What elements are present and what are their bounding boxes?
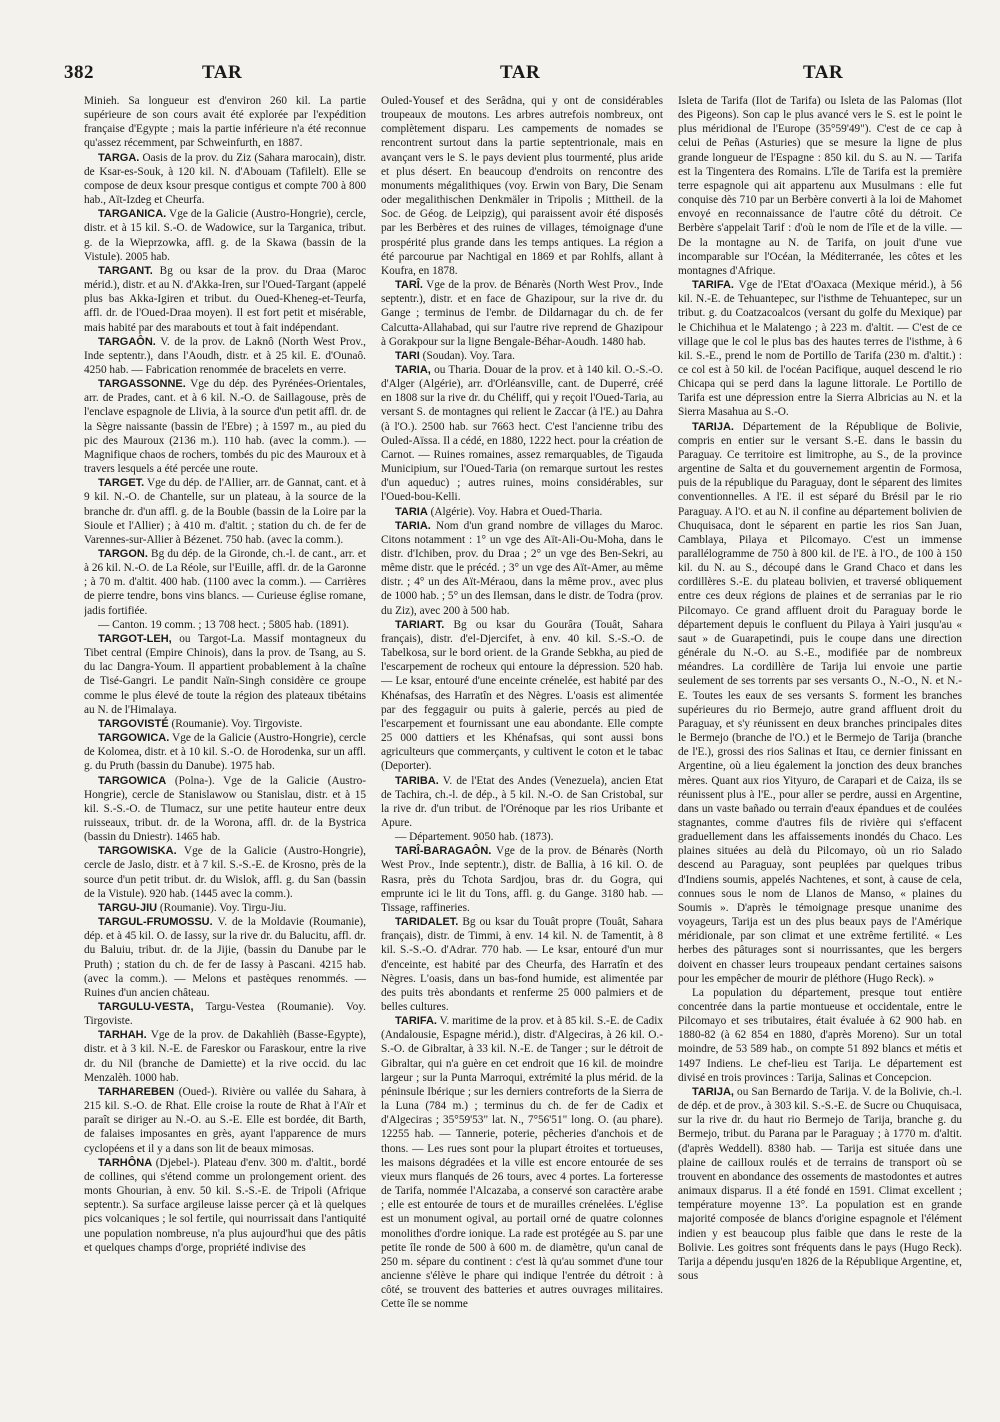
dictionary-entry (381, 1014, 663, 1311)
entry-headword: TARI (395, 349, 420, 362)
dictionary-entry (84, 731, 366, 773)
entry-text: Bg ou ksar de la prov. du Draa (Maroc mérid.), distr. et au N. d'Akka-Iren, sur l'Oued-Targant (appelé plus bas Akka-Igiren et tribut. du Oued-Kheneg-et-Teurfa, affl. dr. de l'Oued-Draa moyen). Il est fort petit et misérable, mais habité par des marabouts et tout à fait indépendant. (84, 264, 366, 334)
entry-headword: TARGANICA. (98, 208, 167, 221)
entry-headword: TARIA (395, 505, 428, 518)
dictionary-entry (381, 519, 663, 618)
entry-headword: TARIFA. (692, 279, 734, 292)
entry-headword: TARHAREBEN (98, 1085, 175, 1098)
dictionary-entry (381, 774, 663, 831)
running-head-center: TAR (500, 62, 541, 83)
entry-text: ou Tharia. Douar de la prov. et à 140 kil. O.-S.-O. d'Alger (Algérie), arr. d'Orléansville, cant. de Duperré, créé en 1808 sur la rive dr. du Chéliff, qui y reçoit l'Oued-Taria, au versant S. de montagnes qui relient le Zaccar (à l'E.) au Dahra (à l'O.). 2500 hab. sur 7663 hect. C'est l'ancienne tribu des Ouled-Aïssa. Il a cédé, en 1880, 1222 hect. pour la création de Carnot. — Ruines romaines, assez remarquables, de Tigauda Municipium, sur l'Oued-Taria (on remarque surtout les restes d'un aqueduc) ; autres ruines, moins considérables, sur l'Oued-bou-Kelli. (381, 363, 663, 504)
entry-text: Vge du dép. des Pyrénées-Orientales, arr. de Prades, cant. et à 6 kil. N.-O. de Saillagouse, près de l'enclave espagnole de Llivia, à la source d'un petit affl. dr. de la Sègre naissante (bassin de l'Ebre) ; à 1597 m., au pied du pic des Mauroux (2136 m.). 110 hab. (avec la comm.). — Magnifique chaos de rochers, tombés du pic des Mauroux et à travers lesquels a été percée une route. (84, 378, 366, 476)
dictionary-entry (84, 335, 366, 377)
entry-headword: TARIART. (395, 618, 445, 631)
entry-text: Minieh. Sa longueur est d'environ 260 kil. La partie supérieure de son cours avait été explorée par l'expédition française d'Egypte ; mais la partie inférieure n'a été reconnue qu'assez récemment, par Schweinfurth, en 1887. (84, 95, 366, 150)
dictionary-entry (84, 151, 366, 208)
entry-headword: TARHAH. (98, 1029, 147, 1042)
entry-headword: TARGASSONNE. (98, 378, 186, 391)
entry-text: Vge de la prov. de Bénarès (North West Prov., Inde septentr.), distr. et en face de Ghazipour, sur la rive dr. du Gange ; terminus de l'embr. de Dildarnagar du ch. de fer Calcutta-Allahabad, qui sur l'autre rive reprend de Ghazipour à Gorakpour sur la ligne Bengale-Béhar-Aoudh. 1480 hab. (381, 279, 663, 348)
entry-text: Vge de la Galicie (Austro-Hongrie), cercle de Jaslo, distr. et à 7 kil. S.-S.-E. de Krosno, près de la source d'un petit tribut. dr. du Wislok, affl. g. du San (bassin de la Vistule). 920 hab. (1445 avec la comm.). (84, 845, 366, 900)
entry-headword: TARGULU-VESTA, (98, 1001, 194, 1013)
dictionary-entry (84, 1000, 366, 1028)
entry-headword: TARHÔNA (98, 1156, 153, 1169)
dictionary-entry (84, 717, 366, 731)
text-column-1 (84, 94, 366, 1410)
entry-headword: TARIBA. (395, 774, 439, 787)
entry-headword: TARIA, (395, 363, 431, 376)
entry-headword: TARGOT-LEH, (98, 632, 172, 645)
entry-headword: TARIJA, (692, 1085, 734, 1098)
entry-headword: TARGAÔN. (98, 335, 156, 348)
entry-headword: TARGOVISTÉ (98, 717, 169, 730)
entry-text: (Roumanie). Voy. Tirgu-Jiu. (157, 901, 287, 914)
entry-text: V. de l'Etat des Andes (Venezuela), ancien Etat de Tachira, ch.-l. de dép., à 5 kil. N.-O. de San Cristobal, sur la rive dr. d'un tribut. de l'Orénoque par les rios Uribante et Apure. (381, 774, 663, 829)
entry-text: V. maritime de la prov. et à 85 kil. S.-E. de Cadix (Andalousie, Espagne mérid.), distr. d'Algeciras, à 26 kil. O.-S.-O. de Gibraltar, à 33 kil. N.-E. de Tanger ; sur le détroit de Gibraltar, qui n'a guère en cet endroit que 16 kil. de moindre largeur ; sur la Punta Marroqui, extrémité la plus mérid. de la péninsule Ibérique ; sur les derniers contreforts de la Sierra de la Luna (784 m.) ; terminus du ch. de fer de Cadix et d'Algeciras ; 35°59'53" lat. N., 7°56'51" long. O. (au phare). 12255 hab. — Tannerie, poterie, pêcheries d'anchois et de thons. — Les rues sont pour la plupart étroites et tortueuses, les maisons dégradées et la ville est encore entourée de ses vieux murs flanqués de 26 tours, avec 4 portes. La forteresse de Tarifa, nommée l'Alcazaba, a conservé son caractère arabe ; elle est entourée de tours et de murailles crénelées. L'église est un monument ogival, au portail orné de quatre colonnes monolithes d'ordre ionique. La rade est protégée au S. par une petite île ronde de 500 à 600 m. de diamètre, qu'un canal de 250 m. sépare du continent : c'est là qu'au sommet d'une tour ancienne s'élève le phare qui indique l'entrée du détroit : à côté, se trouvent des batteries et autres ouvrages militaires. Cette île se nomme (381, 1015, 663, 1311)
entry-text: Bg ou ksar du Touât propre (Touât, Sahara français), distr. de Timmi, à env. 14 kil. N. de Tamentit, à 8 kil. S.-S.-O. d'Adrar. 770 hab. — Le ksar, entouré d'un mur d'enceinte, est habité par des Cheurfa, des Harratîn et des Nègres. L'oasis, dans un bas-fond humide, est alimentée par des puits très abondants et renferme 25 000 palmiers et de belles cultures. (381, 916, 663, 1013)
entry-text: Bg du dép. de la Gironde, ch.-l. de cant., arr. et à 26 kil. N.-O. de La Réole, sur l'Euille, affl. dr. de la Garonne ; à 70 m. d'altit. 400 hab. (1100 avec la comm.). — Carrières de pierre tendre, bons vins blancs. — Curieuse église romane, jadis fortifiée. (84, 548, 366, 617)
entry-headword: TARGET. (98, 477, 145, 490)
text-column-2 (381, 94, 663, 1410)
dictionary-entry (678, 94, 962, 278)
dictionary-entry (84, 207, 366, 264)
dictionary-entry (84, 844, 366, 901)
dictionary-entry (84, 377, 366, 476)
dictionary-entry (84, 476, 366, 547)
dictionary-entry (381, 844, 663, 915)
dictionary-entry (381, 830, 663, 844)
entry-text: Nom d'un grand nombre de villages du Maroc. Citons notamment : 1° un vge des Aït-Ali-Ou-Moha, dans le distr. d'Ichiben, prov. du Draa ; 2° un vge des Ben-Sekri, au même distr. que le précéd. ; 3° un vge des Aït-Amer, au même distr. ; 4° un des Aït-Méraou, dans la même prov., avec plus de 1000 hab. ; 5° un des Ilemsan, dans le distr. de Todra (prov. du Ziz), avec 200 à 500 hab. (381, 519, 663, 617)
entry-headword: TARIFA. (395, 1015, 437, 1028)
entry-headword: TARÎ-BARAGAÔN. (395, 845, 492, 858)
dictionary-entry (84, 901, 366, 915)
entry-text: V. de la Moldavie (Roumanie), dép. et à 45 kil. O. de Iassy, sur la rive dr. du Balucitu, affl. dr. du Baluiu, tribut. dr. de la Jijie, (bassin du Danube par le Pruth) ; station du ch. de fer de Iassy à Pascani. 4215 hab. (avec la comm.). — Melons et pastèques renommés. — Ruines d'un ancien château. (84, 916, 366, 999)
entry-text: Isleta de Tarifa (Ilot de Tarifa) ou Isleta de las Palomas (Ilot des Pigeons). Son cap le plus avancé vers le S. est le point le plus méridional de l'Europe (35°59'49"). C'est de ce cap à celui de Peñas (Asturies) que se mesure la ligne de plus grande longueur de l'Espagne : 850 kil. du S. au N. — Tarifa est la Tingentera des Romains. L'île de Tarifa est la première terre espagnole qui ait appartenu aux Musulmans : elle fut conquise dès 710 par un Berbère converti à la loi de Mahomet envoyé en reconnaissance de l'autre côté du détroit. Ce Berbère s'appelait Tarif : d'où le nom de l'île et de la ville. — De la montagne au N. de Tarifa, on jouit d'une vue incomparable sur l'Océan, la Méditerranée, les côtes et les montagnes d'Afrique. (678, 95, 962, 277)
dictionary-entry (381, 363, 663, 505)
dictionary-entry (84, 264, 366, 335)
entry-text: (Algérie). Voy. Habra et Oued-Tharia. (427, 505, 603, 518)
dictionary-entry (678, 420, 962, 986)
entry-text: Vge de la prov. de Bénarès (North West Prov., Inde septentr.), distr. de Ballia, à 16 kil. O. de Rasra, près du Tchota Sardjou, bras dr. du Gogra, qui emprunte ici le lit du Tons, affl. g. du Gange. 3180 hab. — Tissage, raffineries. (381, 845, 663, 914)
entry-text: Vge de la Galicie (Austro-Hongrie), cercle, distr. et à 15 kil. S.-O. de Wadowice, sur la Targanica, tribut. g. de la Wieprzowka, affl. g. de la Skawa (bassin de la Vistule). 2005 hab. (84, 208, 366, 263)
entry-text: — Canton. 19 comm. ; 13 708 hect. ; 5805 hab. (1891). (98, 618, 350, 631)
dictionary-entry (678, 986, 962, 1085)
entry-headword: TARGOWICA (98, 774, 167, 787)
entry-headword: TARIA. (395, 519, 431, 532)
dictionary-entry (84, 632, 366, 717)
entry-headword: TARGOWICA. (98, 732, 170, 745)
entry-headword: TARIDALET. (395, 916, 459, 929)
entry-text: — Département. 9050 hab. (1873). (395, 831, 554, 844)
entry-headword: TARGOWISKA. (98, 845, 177, 858)
entry-text: V. de la prov. de Laknô (North West Prov., Inde septentr.), dans l'Aoudh, distr. et à 25 kil. E. d'Ounaô. 4250 hab. — Fabrication renommée de bracelets en verre. (84, 335, 366, 376)
dictionary-entry (381, 94, 663, 278)
entry-text: Vge de la prov. de Dakahlièh (Basse-Egypte), distr. et à 3 kil. N.-E. de Fareskor ou Faraskour, entre la rive dr. du Nil (branche de Damiette) et la rive occid. du lac Menzalèh. 1000 hab. (84, 1029, 366, 1084)
entry-text: Ouled-Yousef et des Serâdna, qui y ont de considérables troupeaux de moutons. Les arbres autrefois nombreux, ont complètement disparu. Les campements de nomades se rencontrent surtout dans la partie septentrionale, mais en avançant vers le S. le pays devient plus tourmenté, plus aride et plus désert. En beaucoup d'endroits on rencontre des monuments mégalithiques (voy. Erwin von Bary, Die Senam oder megalithischen Denkmäler in Tripolis ; Mittheil. de la Soc. de Géog. de Leipzig), qui paraissent avoir été disposés par les Berbères et des ruines de villages, témoignage d'une prospérité plus grande dans les temps antiques. La région a été parcourue par Nachtigal en 1869 et par Rohlfs, allant à Koufra, en 1878. (381, 95, 663, 277)
dictionary-entry (381, 349, 663, 363)
entry-text: (Polna-). Vge de la Galicie (Austro-Hongrie), cercle de Stanislawow ou Stanislau, distr. et à 15 kil. S.-S.-O. de Tlumacz, sur une petite hauteur entre deux ruisseaux, tribut. dr. de la Worona, affl. dr. de la Bystrica (bassin du Dniestr). 1465 hab. (84, 774, 366, 844)
entry-headword: TARGON. (98, 548, 148, 560)
entry-text: Vge de l'Etat d'Oaxaca (Mexique mérid.), à 56 kil. N.-E. de Tehuantepec, sur l'isthme de Tehuantepec, sur un tribut. g. du Coatzacoalcos (versant du golfe du Mexique) par le Chichihua et le Malatengo ; à 223 m. d'altit. — C'est de ce village que le col le plus bas des hautes terres de l'isthme, à 6 kil. S.-E., prend le nom de Portillo de Tarifa (230 m. d'altit.) : ce col est à 50 kil. de l'océan Pacifique, auquel descend le rio Chicapa qui se perd dans la lagune littorale. Le Portillo de Tarifa est une dépression entre la Sierra Albricias au N. et la Sierra Masahua au S.-O. (678, 279, 962, 419)
dictionary-entry (678, 278, 962, 420)
entry-headword: TARGA. (98, 151, 140, 164)
dictionary-entry (84, 1085, 366, 1156)
dictionary-entry (84, 1156, 366, 1255)
entry-headword: TARIJA. (692, 420, 734, 433)
entry-text: (Oued-). Rivière ou vallée du Sahara, à 215 kil. S.-O. de Rhat. Elle croise la route de Rhat à l'Aïr et paraît se diriger au N.-O. au S.-E. Elle est bordée, dit Barth, de falaises imposantes en grès, ayant l'apparence de murs cyclopéens et il y a dans son lit de beaux mimosas. (84, 1085, 366, 1155)
entry-headword: TARGU-JIU (98, 901, 158, 914)
dictionary-entry (84, 94, 366, 151)
entry-headword: TARGANT. (98, 264, 153, 277)
entry-text: Targu-Vestea (Roumanie). Voy. Tirgoviste. (84, 1001, 366, 1028)
running-head-right: TAR (803, 62, 844, 83)
entry-text: Oasis de la prov. du Ziz (Sahara marocain), distr. de Ksar-es-Souk, à 120 kil. N. d'Abouam (Tafilelt). Elle se compose de deux ksour presque contigus et compte 700 à 800 hab., Aït-Izdeg et Cheurfa. (84, 151, 366, 207)
entry-text: Département de la République de Bolivie, compris en entier sur le versant S.-E. dans le bassin du Paraguay. Ce territoire est limitrophe, au S., de la province argentine de Salta et du gouvernement argentin de Formosa, puis de la république du Paraguay, dont le séparent des limites conventionnelles. A l'E. il est séparé du Brésil par le rio Paraguay. A l'O. et au N. il confine au département bolivien de Chuquisaca, dont le séparent en partie les rios San Juan, Camblaya, Pilaya et Pilcomayo. C'est un immense parallélogramme de 750 à 800 kil. de l'E. à l'O., de 100 à 150 kil. du N. au S., découpé dans le Grand Chaco et dans les cordillères S.-E. du plateau bolivien, et traversé obliquement entre ces deux régions de plaines et de serranias par le rio Pilcomayo. Ce grand affluent droit du Paraguay borde le département depuis le confluent du Pilaya à Yairi jusqu'au « saut » de Guarapetindi, puis le coupe dans une direction générale du N.-O. au S.-E., modifiée par de nombreux méandres. La cordillère de Tarija lui envoie une partie seulement de ses torrents par ses versants O., N.-O., N. et N.-E. Toutes les eaux de ses versants S. forment les branches supérieures du rio Bermejo, autre grand affluent droit du Paraguay, et s'y réunissent en deux branches principales dites le Bermejo (branche de l'O.) et le Bermejo de Tarija (branche de l'E.), grossi des rios Salinas et Itau, ce dernier finissant en Argentine, où a lieu également la jonction des deux branches mères. Quant aux rios Yityuro, de Carapari et de Caiza, ils se réunissent plus à l'E., pour aller se perdre, aussi en Argentine, dans un vaste bañado ou terrain d'eaux épandues et de coulées stagnantes, comme d'autres fils de rivière qui s'effacent graduellement dans les affaissements inondés du Chaco. Les plaines situées au delà du Pilcomayo, où un rio Salado descend au Paraguay, sont peuplées par quelques tribus d'Indiens soumis, appelés Nachtenes, et sont, à cause de cela, connues sous le nom de Llanos de Manso, « plaines du Soumis ». D'après le témoignage presque unanime des voyageurs, Tarija est un des plus beaux pays de l'Amérique méridionale, par son climat et une extrême fertilité. « Les herbes des pâturages sont si nourrissantes, que les bergers doivent en chasser leurs troupeaux pendant certaines saisons pour les empêcher de mourir de pléthore (Hugo Reck). » (678, 420, 962, 985)
entry-text: (Roumanie). Voy. Tirgoviste. (168, 717, 303, 730)
entry-text: ou Targot-La. Massif montagneux du Tibet central (Empire Chinois), dans la prov. de Tsang, au S. du lac Dangra-Youm. Il appartient probablement à la chaîne de Tisé-Gangri. Le pandit Naïn-Singh considère ce groupe comme le plus élevé de toute la région des plateaux tibétains au N. de l'Himalaya. (84, 632, 366, 716)
entry-text: Vge du dép. de l'Allier, arr. de Gannat, cant. et à 9 kil. N.-O. de Chantelle, sur un plateau, à la source de la branche dr. d'un affl. g. de la Bouble (bassin de la Loire par la Sioule et l'Allier) ; à 410 m. d'altit. ; station du ch. de fer de Varennes-sur-Allier à Bézenet. 750 hab. (avec la comm.). (84, 477, 366, 546)
dictionary-entry (678, 1085, 962, 1283)
entry-text: Vge de la Galicie (Austro-Hongrie), cercle de Kolomea, distr. et à 10 kil. S.-O. de Horodenka, sur un affl. g. du Pruth (bassin du Danube). 1975 hab. (84, 732, 366, 773)
dictionary-entry (84, 774, 366, 845)
page-number: 382 (64, 62, 94, 83)
entry-text: ou San Bernardo de Tarija. V. de la Bolivie, ch.-l. de dép. et de prov., à 303 kil. S.-S.-E. de Sucre ou Chuquisaca, sur la rive dr. du haut rio Bermejo de Tarija, branche g. du Bermejo, tribut. du Parana par le Paraguay ; à 1770 m. d'altit. (d'après Weddell). 8380 hab. — Tarija est située dans une plaine de cailloux roulés et de terrains de transport où se trouvent en abondance des ossements de mastodontes et autres animaux disparus. Il a été fondé en 1591. Climat excellent ; température moyenne 13°. La population est en grande majorité composée de blancs d'origine espagnole et l'élément indien y est beaucoup plus faible que dans le reste de la Bolivie. Les goitres sont fréquents dans le pays (Hugo Reck). Tarija a dépendu jusqu'en 1826 de la République Argentine, et, sous (678, 1085, 962, 1282)
text-column-3 (678, 94, 962, 1410)
dictionary-entry (381, 915, 663, 1014)
entry-text: Bg ou ksar du Gourâra (Touât, Sahara français), distr. d'el-Djercifet, à env. 40 kil. S.-S.-O. de Tabelkosa, sur le bord orient. de la Grande Sebkha, au pied de l'escarpement de rocheux qui entoure la dépression. 520 hab. — Le ksar, entouré d'une enceinte crénelée, est habité par des Khénafsas, des Harratîn et des Nègres. L'oasis est alimentée par des feggaguir ou puits à galerie, percés au pied de l'escarpement et fournissant une eau abondante. Elle compte 25 000 dattiers et les Khénafsas, qui sont aussi bons agriculteurs que commerçants, y cultivent le coton et le tabac (Deporter). (381, 618, 663, 773)
running-head-left: TAR (202, 62, 243, 83)
dictionary-entry (84, 547, 366, 618)
entry-text: (Djebel-). Plateau d'env. 300 m. d'altit., bordé de collines, qui s'étend comme un prolongement orient. des monts Ghourian, à env. 50 kil. S.-S.-E. de Tripoli (Afrique septentr.). Sa surface argileuse laisse percer çà et là quelques pics volcaniques ; le sol fertile, qui nourrissait dans l'antiquité une population nombreuse, n'a plus aujourd'hui que des pâtis et quelques champs d'orge, propriété indivise des (84, 1156, 366, 1254)
dictionary-entry (84, 618, 366, 632)
entry-headword: TARGUL-FRUMOSSU. (98, 916, 213, 929)
dictionary-entry (381, 505, 663, 519)
dictionary-entry (84, 1028, 366, 1085)
entry-headword: TARÎ. (395, 279, 423, 292)
dictionary-entry (381, 618, 663, 774)
dictionary-entry (84, 915, 366, 1000)
entry-text: La population du département, presque tout entière concentrée dans la partie montueuse et occidentale, entre le Pilcomayo et ses tributaires, était évaluée à 62 900 hab. en 1880-82 (à 62 854 en 1880, d'après Moreno). Sur un total moindre, de 53 589 hab., on compte 51 892 blancs et métis et 1497 Indiens. Le chef-lieu est Tarija. Le département est divisé en trois provinces : Tarija, Salinas et Concepcion. (678, 986, 962, 1084)
dictionary-entry (381, 278, 663, 349)
entry-text: (Soudan). Voy. Tara. (419, 349, 515, 362)
